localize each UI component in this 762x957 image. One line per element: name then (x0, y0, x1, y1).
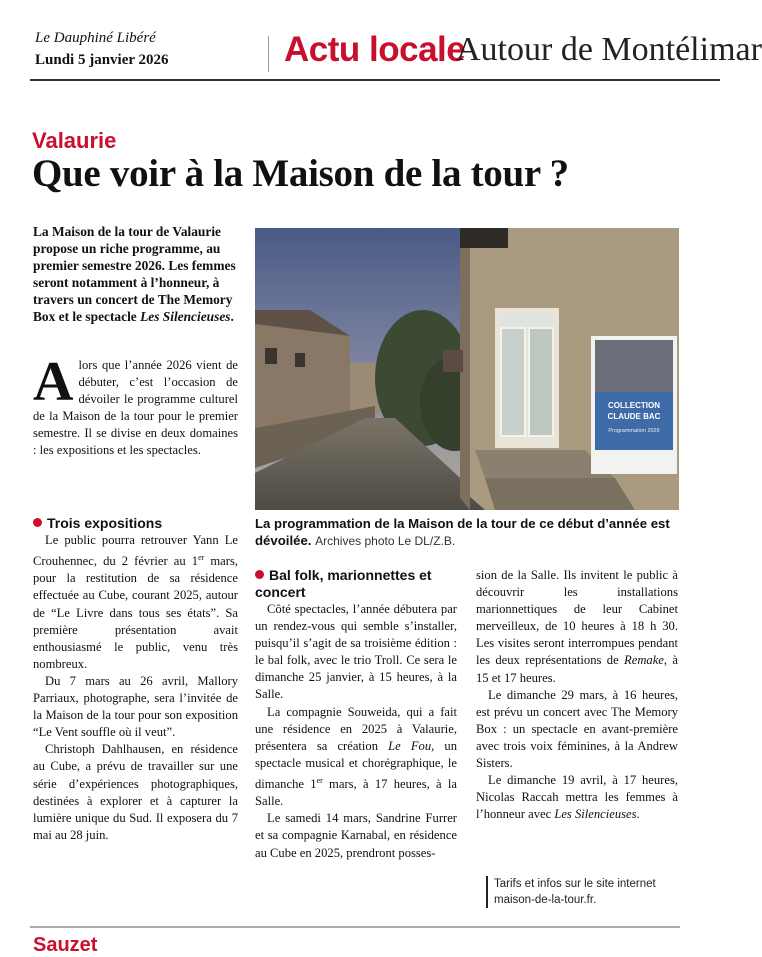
village-street-photo (255, 228, 679, 510)
text-run: Le dimanche 19 avril, à 17 heures, Nicolas Raccah mettra les femmes à l’honneur avec (476, 773, 678, 822)
subheading-expositions-text: Trois expositions (47, 515, 163, 531)
next-article-kicker: Sauzet (33, 934, 98, 956)
article-intro (33, 351, 238, 460)
article-lead (33, 223, 243, 325)
paragraph (476, 772, 678, 823)
paragraph: Christoph Dahlhausen, en résidence au Cube, a prévu de travailler sur une série d’expériences photographiques, destinées à explorer et à capturer la lumière unique du Sud. Il exposera du 7 mai au 28 juin. (33, 742, 238, 842)
text-run: sion de la Salle. Ils invitent le public à découvrir les installations marionnettiques de leur Cabinet merveilleux, de 10 heures à 18 h 30. Les visites seront interrompues pendant les deux représentations de (476, 568, 678, 668)
paragraph (476, 567, 678, 687)
text-run: Le public pourra retrouver Yann Le Crouhennec, du 2 février au 1 (33, 533, 238, 569)
caption-text: La programmation de la Maison de la tour de ce début d’année est dévoilée. (255, 516, 670, 548)
subsection-title: Autour de Montélimar (456, 31, 762, 68)
subheading-spectacles (255, 567, 457, 601)
lead-text: La Maison de la tour de Valaurie propose un riche programme, au premier semestre 2026. Les femmes seront notamment à l’honneur, à travers un concert de The Memory Box et le spectacle (33, 224, 236, 324)
article-photo (255, 228, 679, 510)
lead-italic: Les Silencieuses (140, 309, 231, 324)
header-rule (30, 79, 720, 81)
paragraph (255, 704, 457, 811)
text-run: La compagnie Souweida, qui a fait une résidence en 2025 à Valaurie, présentera sa création (255, 704, 457, 753)
text-run: mars, pour la restitution de sa résidence effectuée au Cube, courant 2025, autour de “Le Livre dans tous ses états”. Sa première présentation avait enthousiasmé le public, venu très nombreux. (33, 554, 238, 671)
italic-title: Remake (624, 653, 664, 668)
header-divider (268, 36, 269, 72)
next-article-peek (33, 934, 183, 956)
poster-line-2: CLAUDE BAC (607, 412, 661, 421)
paragraph: Le samedi 14 mars, Sandrine Furrer et sa compagnie Karnabal, en résidence au Cube en 2025, prendront posses- (255, 811, 457, 860)
bullet-dot-icon (255, 570, 264, 579)
paragraph: Le dimanche 29 mars, à 16 heures, est prévu un concert avec The Memory Box : un spectacle en avant-première avec trois voix féminines, à la Andrew Sisters. (476, 687, 678, 771)
text-run: . (636, 807, 640, 822)
subheading-expositions (33, 515, 238, 532)
article-headline: Que voir à la Maison de la tour ? (32, 152, 569, 195)
section-title: Actu locale (284, 30, 466, 69)
article-kicker: Valaurie (32, 128, 117, 153)
text-run: , un spectacle musical et chorégraphique, le dimanche 1 (255, 738, 457, 792)
text-run: , à 15 et 17 heures. (476, 653, 679, 685)
lead-end: . (230, 309, 234, 324)
italic-title: Les Silencieuses (554, 807, 637, 822)
text-run: mars, à 17 heures, à la Salle. (255, 777, 457, 809)
publication-name: Le Dauphiné Libéré (35, 30, 156, 46)
intro-paragraph: lors que l’année 2026 vient de débuter, c’est l’occasion de dévoiler le programme culturel de la Maison de la tour pour le premier semestre. Il se divise en deux domaines : les expositions et les spectacles. (33, 358, 238, 458)
issue-date: Lundi 5 janvier 2026 (35, 52, 169, 68)
info-box: Tarifs et infos sur le site internet maison-de-la-tour.fr. (486, 876, 684, 908)
column-three (476, 567, 678, 823)
photo-credit: Archives photo Le DL/Z.B. (315, 534, 456, 548)
photo-caption (255, 515, 679, 549)
column-one (33, 515, 238, 844)
bullet-dot-icon (33, 518, 42, 527)
subheading-spectacles-text: Bal folk, marionnettes et concert (255, 567, 432, 600)
superscript: er (198, 553, 205, 563)
poster-line-1: COLLECTION (608, 401, 660, 410)
drop-cap: A (33, 351, 74, 413)
paragraph: Côté spectacles, l’année débutera par un rendez-vous qui semble s’installer, puisqu’il s’agit de sa troisième édition : le bal folk, avec le trio Troll. Ce sera le dimanche 25 janvier, à 15 heures, à la Salle. (255, 602, 457, 702)
italic-title: Le Fou (388, 738, 432, 753)
paragraph (33, 532, 238, 673)
footer-rule (30, 926, 680, 928)
poster-line-3: Programmation 2026 (608, 428, 660, 434)
paragraph: Du 7 mars au 26 avril, Mallory Parriaux, photographe, sera l’invitée de la Maison de la tour pour son exposition “Le Vent souffle où il veut”. (33, 673, 238, 740)
column-two (255, 567, 457, 862)
superscript: er (316, 775, 323, 785)
